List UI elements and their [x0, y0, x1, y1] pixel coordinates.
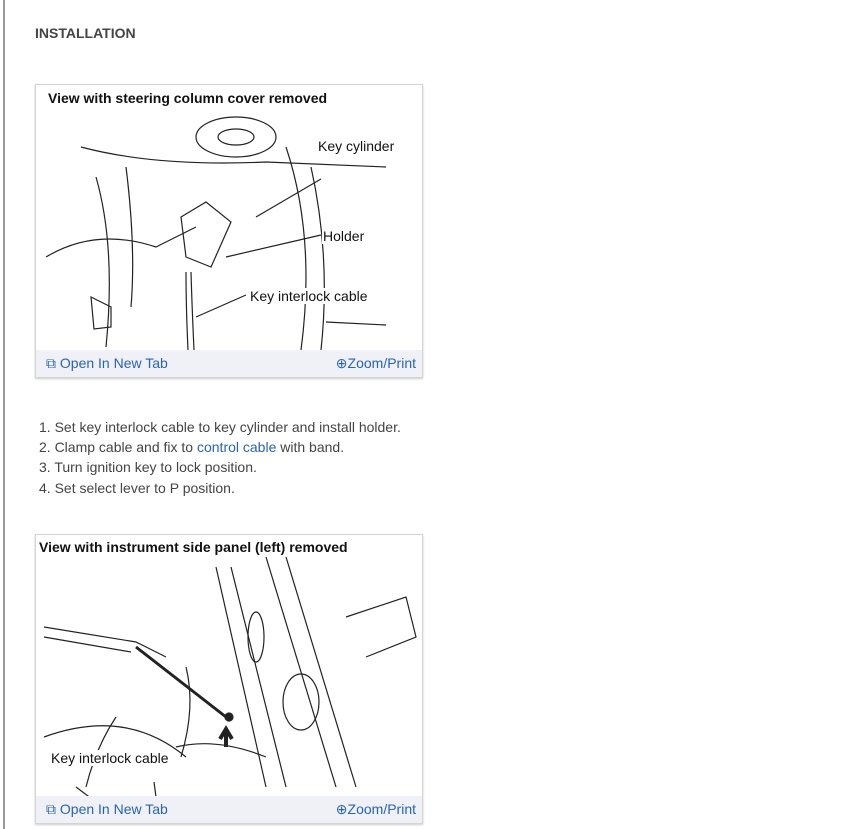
figure-footer — [36, 796, 422, 823]
open-in-new-tab-link[interactable]: ⧉ Open In New Tab — [46, 355, 168, 371]
step-3: 3. Turn ignition key to lock position. — [39, 459, 257, 476]
label-holder: Holder — [323, 228, 365, 244]
installation-steps — [39, 417, 401, 498]
zoom-in-icon: ⊕ — [335, 801, 348, 817]
step-2: 2. Clamp cable and fix to control cable with band. — [39, 439, 345, 456]
label-key-interlock-cable: Key interlock cable — [250, 288, 368, 304]
figure-steering-column — [35, 84, 423, 378]
section-heading: INSTALLATION — [35, 25, 136, 41]
zoom-in-icon: ⊕ — [335, 355, 348, 371]
control-cable-link[interactable]: control cable — [196, 439, 277, 456]
step-4: 4. Set select lever to P position. — [39, 479, 235, 496]
zoom-print-link[interactable]: ⊕Zoom/Print — [335, 355, 416, 371]
figure-footer — [36, 350, 422, 377]
open-tab-icon: ⧉ — [46, 801, 60, 817]
zoom-print-link[interactable]: ⊕Zoom/Print — [335, 801, 416, 817]
label-key-cylinder: Key cylinder — [318, 138, 395, 154]
page-left-border — [3, 0, 5, 829]
figure-title: View with instrument side panel (left) removed — [39, 539, 348, 555]
open-tab-icon: ⧉ — [46, 355, 60, 371]
figure-title: View with steering column cover removed — [48, 90, 328, 106]
figure-instrument-side-panel — [35, 534, 423, 824]
label-key-interlock-cable: Key interlock cable — [51, 750, 169, 766]
step-1: 1. Set key interlock cable to key cylinder and install holder. — [39, 419, 401, 435]
open-in-new-tab-link[interactable]: ⧉ Open In New Tab — [46, 801, 168, 817]
